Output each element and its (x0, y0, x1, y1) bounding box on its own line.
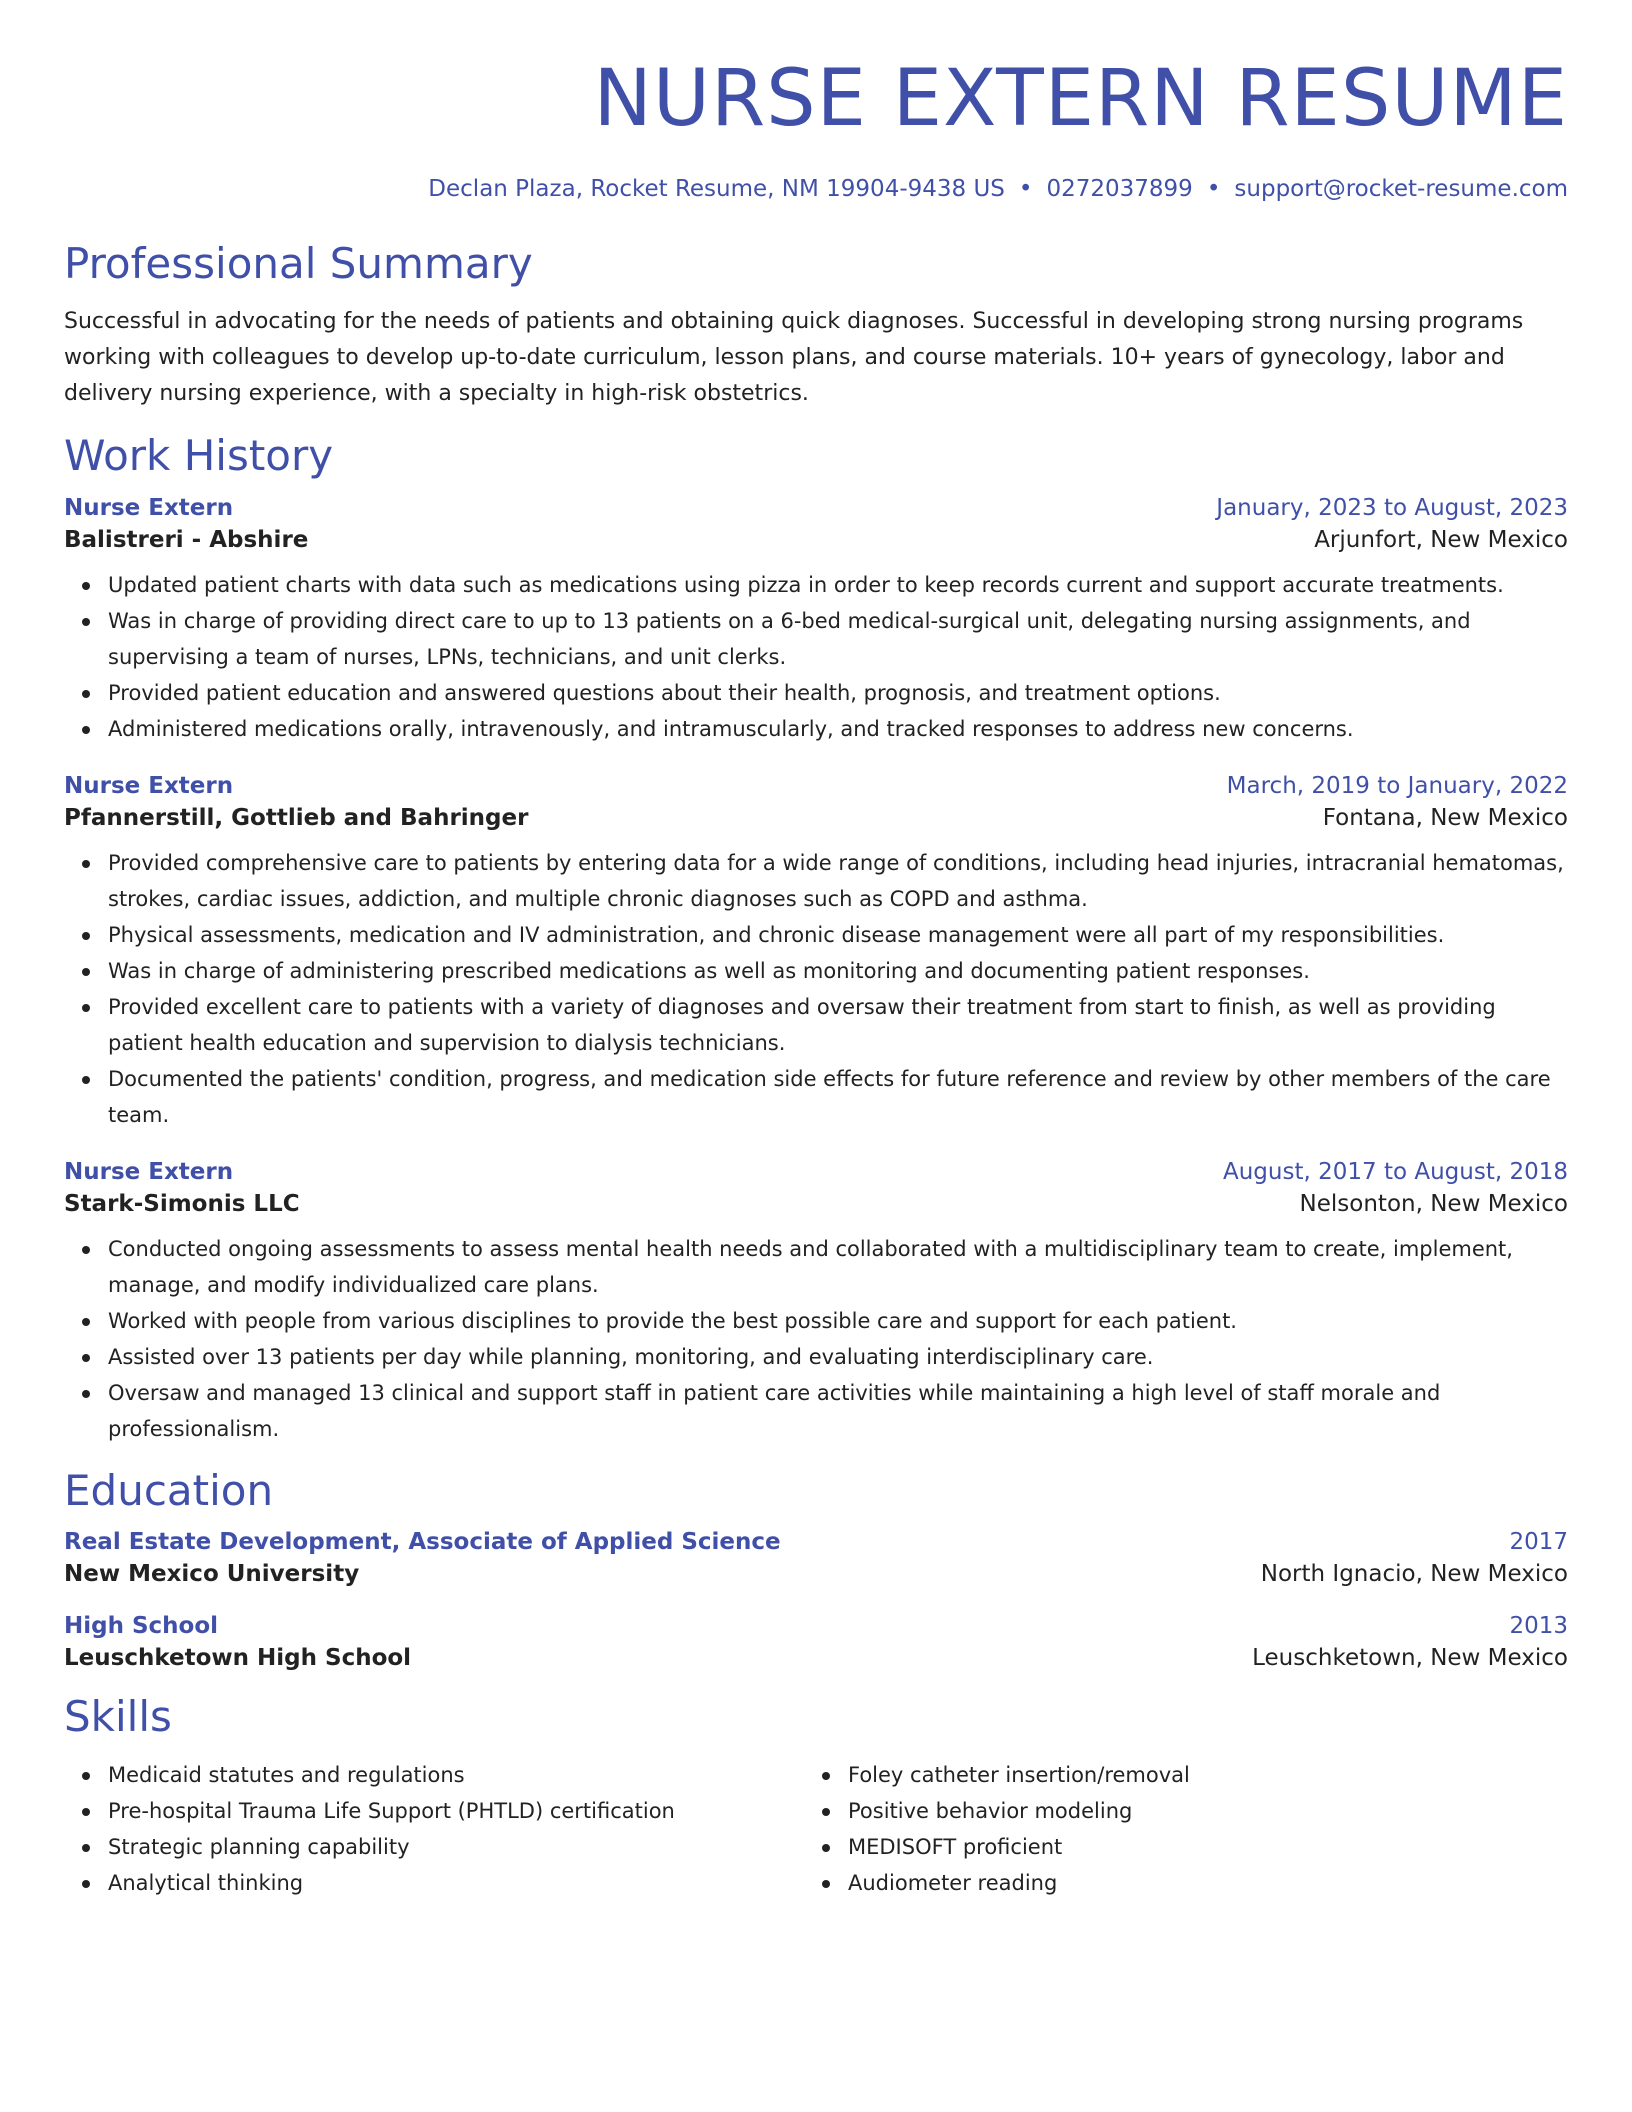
list-item: Provided patient education and answered questions about their health, prognosis, and treatment options. (108, 675, 1568, 711)
list-item: MEDISOFT proficient (848, 1829, 1544, 1865)
education-heading: Education (64, 1465, 274, 1515)
job-company: Pfannerstill, Gottlieb and Bahringer (64, 804, 529, 831)
education-degree: High School (64, 1612, 219, 1639)
list-item: Was in charge of administering prescribed medications as well as monitoring and documenting patient responses. (108, 953, 1568, 989)
education-location: Leuschketown, New Mexico (1252, 1644, 1568, 1671)
list-item: Provided comprehensive care to patients by entering data for a wide range of conditions, including head injuries, intracranial hematomas, strokes, cardiac issues, addiction, and multiple chronic diagnoses such as COPD and asthma. (108, 845, 1568, 917)
contact-line (64, 176, 1568, 202)
contact-phone: 0272037899 (1046, 176, 1193, 202)
job-location: Arjunfort, New Mexico (1314, 526, 1568, 553)
list-item: Updated patient charts with data such as medications using pizza in order to keep records current and support accurate treatments. (108, 567, 1568, 603)
list-item: Oversaw and managed 13 clinical and support staff in patient care activities while maintaining a high level of staff morale and professionalism. (108, 1375, 1568, 1447)
list-item: Documented the patients' condition, progress, and medication side effects for future reference and review by other members of the care team. (108, 1061, 1568, 1133)
job-location: Nelsonton, New Mexico (1299, 1190, 1568, 1217)
job-header-row (64, 495, 1568, 521)
education-header-row (64, 1613, 1568, 1639)
list-item: Medicaid statutes and regulations (108, 1757, 804, 1793)
job-title: Nurse Extern (64, 494, 234, 521)
skills-grid (64, 1757, 1568, 1901)
list-item: Worked with people from various disciplines to provide the best possible care and support for each patient. (108, 1303, 1568, 1339)
education-school: New Mexico University (64, 1560, 360, 1587)
education-header-row (64, 1529, 1568, 1555)
education-school-row (64, 1561, 1568, 1587)
list-item: Physical assessments, medication and IV administration, and chronic disease management were all part of my responsibilities. (108, 917, 1568, 953)
contact-email[interactable]: support@rocket-resume.com (1234, 176, 1568, 202)
work-heading: Work History (64, 431, 334, 481)
list-item: Positive behavior modeling (848, 1793, 1544, 1829)
job-header-row (64, 1159, 1568, 1185)
job-company-row (64, 805, 1568, 831)
list-item: Analytical thinking (108, 1865, 804, 1901)
summary-heading: Professional Summary (64, 239, 533, 288)
education-section (64, 1467, 1568, 1671)
contact-separator: • (1206, 176, 1221, 202)
education-school: Leuschketown High School (64, 1644, 412, 1671)
skills-column-left (64, 1757, 804, 1901)
education-entry (64, 1613, 1568, 1671)
job-entry (64, 495, 1568, 747)
job-bullets (64, 567, 1568, 747)
skills-heading: Skills (64, 1691, 172, 1741)
list-item: Was in charge of providing direct care to up to 13 patients on a 6-bed medical-surgical unit, delegating nursing assignments, and supervising a team of nurses, LPNs, technicians, and unit clerks. (108, 603, 1568, 675)
list-item: Strategic planning capability (108, 1829, 804, 1865)
education-location: North Ignacio, New Mexico (1260, 1560, 1568, 1587)
skills-column-right (804, 1757, 1544, 1901)
job-entry (64, 773, 1568, 1133)
job-bullets (64, 1231, 1568, 1447)
job-entry (64, 1159, 1568, 1447)
list-item: Conducted ongoing assessments to assess mental health needs and collaborated with a multidisciplinary team to create, implement, manage, and modify individualized care plans. (108, 1231, 1568, 1303)
resume-title: NURSE EXTERN RESUME (593, 54, 1568, 144)
job-title: Nurse Extern (64, 772, 234, 799)
job-company-row (64, 1191, 1568, 1217)
work-section (64, 432, 1568, 1446)
job-company: Stark-Simonis LLC (64, 1190, 300, 1217)
education-year: 2017 (1509, 1528, 1568, 1555)
summary-text: Successful in advocating for the needs of patients and obtaining quick diagnoses. Successful in developing strong nursing programs working with colleagues to develop up-to-date curriculum, lesson plans, and course materials. 10+ years of gynecology, labor and delivery nursing experience, with a specialty in high-risk obstetrics. (64, 309, 1524, 407)
job-dates: August, 2017 to August, 2018 (1223, 1158, 1568, 1185)
list-item: Assisted over 13 patients per day while planning, monitoring, and evaluating interdisciplinary care. (108, 1339, 1568, 1375)
skills-list-right (804, 1757, 1544, 1901)
job-company-row (64, 527, 1568, 553)
skills-list-left (64, 1757, 804, 1901)
summary-section (64, 240, 1568, 412)
job-dates: January, 2023 to August, 2023 (1216, 494, 1568, 521)
job-company: Balistreri - Abshire (64, 526, 309, 553)
contact-separator: • (1018, 176, 1033, 202)
education-year: 2013 (1509, 1612, 1568, 1639)
education-school-row (64, 1645, 1568, 1671)
job-dates: March, 2019 to January, 2022 (1226, 772, 1568, 799)
job-title: Nurse Extern (64, 1158, 234, 1185)
list-item: Audiometer reading (848, 1865, 1544, 1901)
education-entry (64, 1529, 1568, 1587)
education-degree: Real Estate Development, Associate of Applied Science (64, 1528, 781, 1555)
job-header-row (64, 773, 1568, 799)
list-item: Pre-hospital Trauma Life Support (PHTLD) certification (108, 1793, 804, 1829)
list-item: Provided excellent care to patients with a variety of diagnoses and oversaw their treatment from start to finish, as well as providing patient health education and supervision to dialysis technicians. (108, 989, 1568, 1061)
list-item: Administered medications orally, intravenously, and intramuscularly, and tracked responses to address new concerns. (108, 711, 1568, 747)
contact-address: Declan Plaza, Rocket Resume, NM 19904-9438 US (428, 176, 1005, 202)
job-bullets (64, 845, 1568, 1133)
list-item: Foley catheter insertion/removal (848, 1757, 1544, 1793)
skills-section (64, 1693, 1568, 1901)
job-location: Fontana, New Mexico (1322, 804, 1568, 831)
